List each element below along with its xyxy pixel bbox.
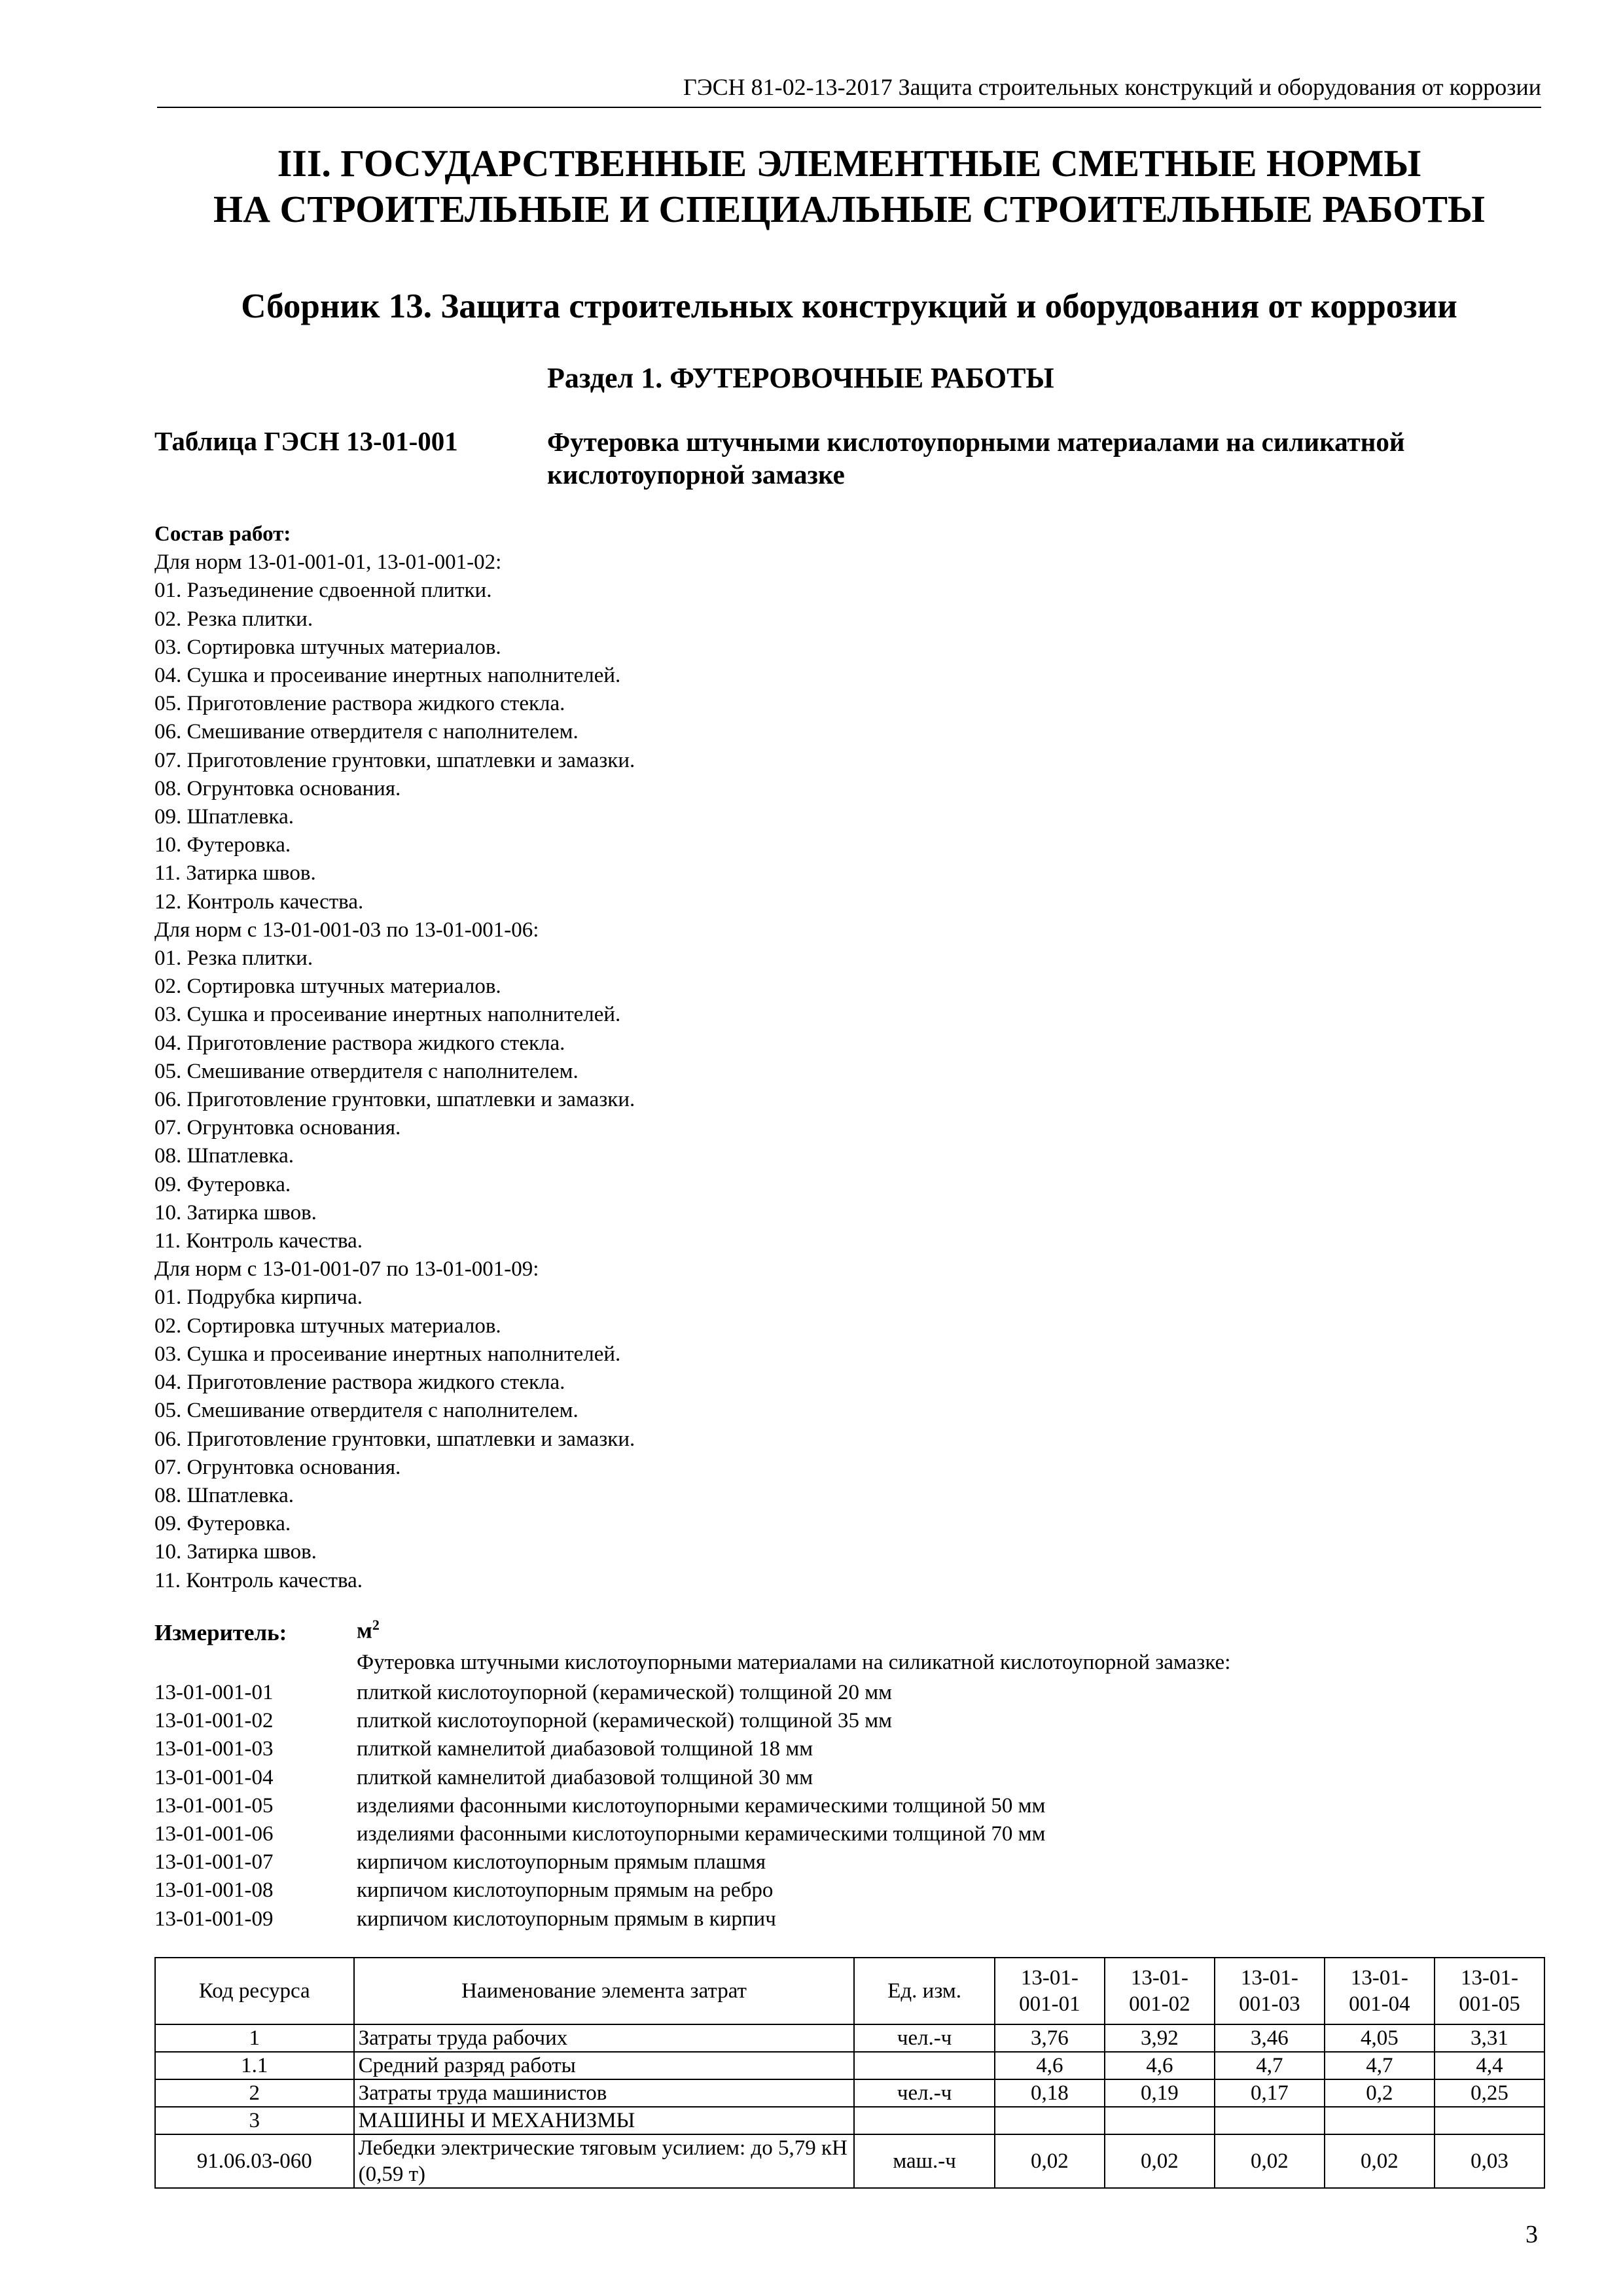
header-norm-03 — [1215, 1958, 1325, 2024]
cell-code: 1.1 — [155, 2052, 354, 2079]
work-line: 09. Футеровка. — [154, 1512, 291, 1536]
cell-unit: чел.-ч — [854, 2024, 994, 2052]
table-row — [155, 2134, 1544, 2188]
table-row — [155, 2052, 1544, 2079]
measure-item-text: изделиями фасонными кислотоупорными керамическими толщиной 50 мм — [357, 1793, 1046, 1818]
cell-value: 0,17 — [1215, 2079, 1325, 2107]
header-norm-04 — [1325, 1958, 1435, 2024]
cell-value: 0,25 — [1435, 2079, 1544, 2107]
measure-unit-sup: 2 — [372, 1617, 380, 1633]
document-title — [157, 141, 1541, 232]
measure-item-code: 13-01-001-09 — [154, 1907, 274, 1931]
cell-name: Средний разряд работы — [354, 2052, 855, 2079]
cell-value: 3,92 — [1105, 2024, 1215, 2052]
cell-value: 0,19 — [1105, 2079, 1215, 2107]
cell-value: 4,4 — [1435, 2052, 1544, 2079]
work-line: 01. Разъединение сдвоенной плитки. — [154, 579, 492, 603]
cell-value — [1325, 2107, 1435, 2134]
cell-value: 0,02 — [1215, 2134, 1325, 2188]
measure-unit-text: м — [357, 1617, 372, 1643]
cell-value: 4,6 — [1105, 2052, 1215, 2079]
resource-table — [154, 1957, 1545, 2189]
table-row — [155, 2024, 1544, 2052]
running-header: ГЭСН 81-02-13-2017 Защита строительных конструкций и оборудования от коррозии — [683, 74, 1541, 100]
cell-value: 0,02 — [1105, 2134, 1215, 2188]
work-line: 04. Сушка и просеивание инертных наполнителей. — [154, 664, 621, 688]
cell-name: Затраты труда рабочих — [354, 2024, 855, 2052]
measure-item-text: изделиями фасонными кислотоупорными керамическими толщиной 70 мм — [357, 1821, 1046, 1846]
work-line: 11. Затирка швов. — [154, 861, 316, 886]
work-line: 07. Огрунтовка основания. — [154, 1455, 401, 1479]
header-norm-05-a: 13-01- — [1460, 1966, 1518, 1990]
work-line: 02. Резка плитки. — [154, 607, 313, 631]
work-line: 04. Приготовление раствора жидкого стекла. — [154, 1371, 565, 1395]
measure-item-code: 13-01-001-03 — [154, 1737, 274, 1761]
work-line: 09. Футеровка. — [154, 1172, 291, 1196]
work-line: 05. Смешивание отвердителя с наполнителем. — [154, 1399, 579, 1423]
work-line: 03. Сушка и просеивание инертных наполнителей. — [154, 1003, 621, 1027]
header-norm-02 — [1105, 1958, 1215, 2024]
work-line: 02. Сортировка штучных материалов. — [154, 1314, 501, 1338]
work-line: 11. Контроль качества. — [154, 1229, 363, 1253]
header-rule — [157, 107, 1541, 108]
cell-name: Лебедки электрические тяговым усилием: до 5,79 кН (0,59 т) — [354, 2134, 855, 2188]
header-norm-04-b: 001-04 — [1349, 1992, 1410, 2016]
cell-value: 0,02 — [1325, 2134, 1435, 2188]
cell-value: 0,02 — [995, 2134, 1105, 2188]
header-code: Код ресурса — [155, 1958, 354, 2024]
cell-value: 4,7 — [1325, 2052, 1435, 2079]
cell-value: 4,7 — [1215, 2052, 1325, 2079]
cell-value: 0,03 — [1435, 2134, 1544, 2188]
table-label: Таблица ГЭСН 13-01-001 — [154, 426, 458, 456]
work-line: 01. Резка плитки. — [154, 946, 313, 971]
measure-item-text: плиткой камнелитой диабазовой толщиной 18 мм — [357, 1737, 813, 1761]
measure-item-code: 13-01-001-06 — [154, 1821, 274, 1846]
collection-heading: Сборник 13. Защита строительных конструкций и оборудования от коррозии — [241, 287, 1457, 325]
cell-value — [1215, 2107, 1325, 2134]
work-lines — [154, 548, 635, 1595]
work-line: 02. Сортировка штучных материалов. — [154, 975, 501, 999]
measure-item-text: плиткой кислотоупорной (керамической) толщиной 20 мм — [357, 1681, 892, 1704]
work-composition — [154, 520, 635, 1595]
work-line: 08. Шпатлевка. — [154, 1144, 294, 1168]
measure-label: Измеритель: — [154, 1620, 287, 1645]
cell-value — [995, 2107, 1105, 2134]
measure-unit — [357, 1617, 380, 1644]
header-norm-02-b: 001-02 — [1129, 1992, 1190, 2016]
work-line: 08. Огрунтовка основания. — [154, 776, 401, 800]
cell-unit — [854, 2107, 994, 2134]
work-line: 03. Сортировка штучных материалов. — [154, 635, 501, 659]
header-name: Наименование элемента затрат — [354, 1958, 855, 2024]
header-norm-01-a: 13-01- — [1020, 1966, 1079, 1990]
measure-item-code: 13-01-001-08 — [154, 1878, 274, 1903]
header-norm-05 — [1435, 1958, 1544, 2024]
cell-value: 4,6 — [995, 2052, 1105, 2079]
work-line: 03. Сушка и просеивание инертных наполнителей. — [154, 1342, 621, 1366]
table-header-row — [155, 1958, 1544, 2024]
cell-name: Затраты труда машинистов — [354, 2079, 855, 2107]
work-line: 09. Шпатлевка. — [154, 805, 294, 829]
cell-code: 1 — [155, 2024, 354, 2052]
work-line: 01. Подрубка кирпича. — [154, 1285, 363, 1310]
work-line: 06. Приготовление грунтовки, шпатлевки и замазки. — [154, 1088, 635, 1112]
cell-unit: чел.-ч — [854, 2079, 994, 2107]
cell-name: МАШИНЫ И МЕХАНИЗМЫ — [354, 2107, 855, 2134]
header-norm-03-b: 001-03 — [1239, 1992, 1300, 2016]
cell-code: 2 — [155, 2079, 354, 2107]
table-row — [155, 2079, 1544, 2107]
work-line: 07. Приготовление грунтовки, шпатлевки и замазки. — [154, 748, 635, 772]
title-line-2: НА СТРОИТЕЛЬНЫЕ И СПЕЦИАЛЬНЫЕ СТРОИТЕЛЬНЫЕ РАБОТЫ — [213, 188, 1485, 230]
cell-value: 0,2 — [1325, 2079, 1435, 2107]
measure-item-text: плиткой камнелитой диабазовой толщиной 30 мм — [357, 1765, 813, 1789]
cell-unit: маш.-ч — [854, 2134, 994, 2188]
header-norm-01 — [995, 1958, 1105, 2024]
work-heading: Состав работ: — [154, 522, 291, 546]
table-row — [155, 2107, 1544, 2134]
section-heading: Раздел 1. ФУТЕРОВОЧНЫЕ РАБОТЫ — [547, 362, 1054, 394]
header-norm-03-a: 13-01- — [1240, 1966, 1298, 1990]
work-line: 06. Приготовление грунтовки, шпатлевки и замазки. — [154, 1427, 635, 1451]
measure-description: Футеровка штучными кислотоупорными материалами на силикатной кислотоупорной замазке: — [357, 1651, 1231, 1674]
work-line: 08. Шпатлевка. — [154, 1483, 294, 1507]
work-line: 04. Приготовление раствора жидкого стекла. — [154, 1031, 565, 1055]
measure-item-code: 13-01-001-04 — [154, 1765, 274, 1789]
cell-value: 4,05 — [1325, 2024, 1435, 2052]
cell-value: 3,46 — [1215, 2024, 1325, 2052]
title-line-1: III. ГОСУДАРСТВЕННЫЕ ЭЛЕМЕНТНЫЕ СМЕТНЫЕ НОРМЫ — [277, 142, 1421, 185]
measure-item-code: 13-01-001-07 — [154, 1850, 274, 1874]
work-line: 12. Контроль качества. — [154, 889, 364, 914]
measure-item-text: плиткой кислотоупорной (керамической) толщиной 35 мм — [357, 1709, 892, 1733]
cell-value: 3,76 — [995, 2024, 1105, 2052]
header-norm-04-a: 13-01- — [1350, 1966, 1408, 1990]
work-line: 05. Смешивание отвердителя с наполнителем. — [154, 1059, 579, 1083]
measure-item-text: кирпичом кислотоупорным прямым на ребро — [357, 1878, 774, 1903]
work-line: Для норм с 13-01-001-07 по 13-01-001-09: — [154, 1257, 539, 1282]
work-line: Для норм 13-01-001-01, 13-01-001-02: — [154, 550, 502, 575]
header-norm-01-b: 001-01 — [1019, 1992, 1080, 2016]
work-line: 10. Затирка швов. — [154, 1200, 317, 1225]
work-line: 06. Смешивание отвердителя с наполнителем. — [154, 720, 579, 744]
work-line: 10. Затирка швов. — [154, 1540, 317, 1564]
cell-value: 0,18 — [995, 2079, 1105, 2107]
work-line: 07. Огрунтовка основания. — [154, 1116, 401, 1140]
table-body — [155, 2024, 1544, 2188]
work-line: 10. Футеровка. — [154, 833, 291, 857]
work-line: 11. Контроль качества. — [154, 1568, 363, 1592]
measure-item-code: 13-01-001-01 — [154, 1681, 274, 1704]
cell-code: 91.06.03-060 — [155, 2134, 354, 2188]
work-line: Для норм с 13-01-001-03 по 13-01-001-06: — [154, 918, 539, 942]
cell-value — [1435, 2107, 1544, 2134]
measure-item-code: 13-01-001-05 — [154, 1793, 274, 1818]
header-norm-02-a: 13-01- — [1130, 1966, 1188, 1990]
table-name: Футеровка штучными кислотоупорными материалами на силикатной кислотоупорной замазке — [547, 427, 1405, 490]
cell-value — [1105, 2107, 1215, 2134]
page-number: 3 — [1525, 2221, 1538, 2248]
measure-item-text: кирпичом кислотоупорным прямым плашмя — [357, 1850, 766, 1874]
measure-item-code: 13-01-001-02 — [154, 1709, 274, 1733]
header-norm-05-b: 001-05 — [1459, 1992, 1520, 2016]
cell-unit — [854, 2052, 994, 2079]
header-unit: Ед. изм. — [854, 1958, 994, 2024]
cell-value: 3,31 — [1435, 2024, 1544, 2052]
cell-code: 3 — [155, 2107, 354, 2134]
measure-item-text: кирпичом кислотоупорным прямым в кирпич — [357, 1907, 776, 1931]
work-line: 05. Приготовление раствора жидкого стекла. — [154, 692, 565, 716]
